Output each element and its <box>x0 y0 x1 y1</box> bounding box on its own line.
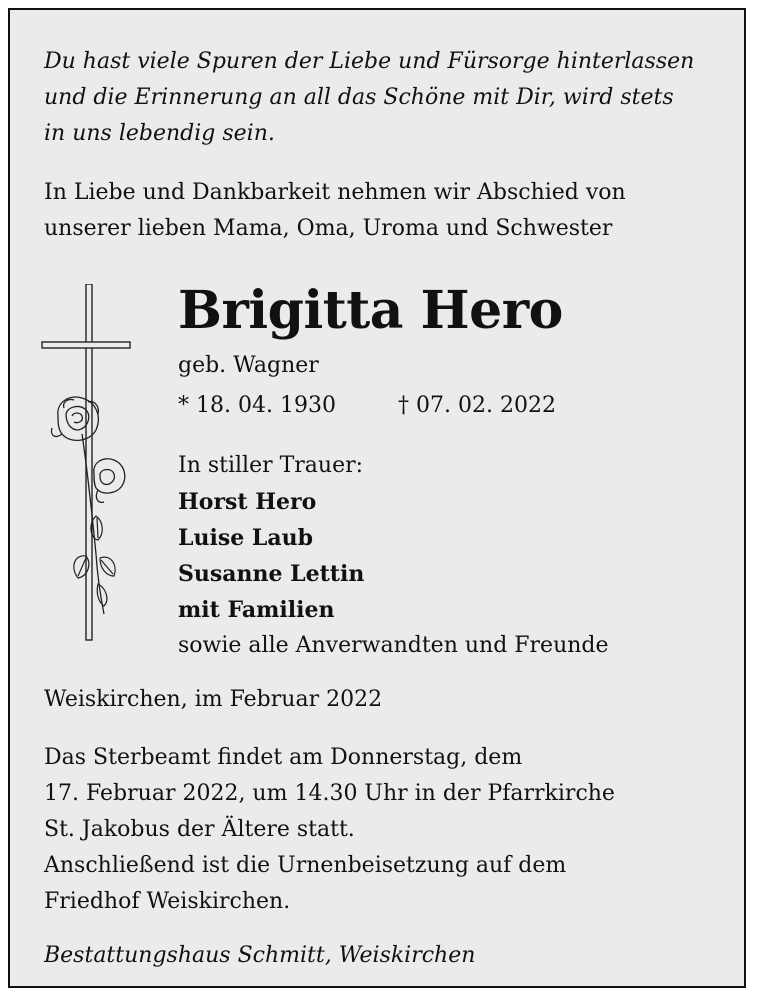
mourner-name: Luise Laub <box>178 525 313 551</box>
mourner-name: Horst Hero <box>178 489 317 515</box>
service-line: St. Jakobus der Ältere statt. <box>44 817 355 842</box>
service-line: Anschließend ist die Urnenbeisetzung auf dem <box>44 853 567 878</box>
deceased-name: Brigitta Hero <box>178 280 563 341</box>
mourner-name: mit Familien <box>178 597 335 623</box>
death-date: † 07. 02. 2022 <box>398 393 556 418</box>
quote-block <box>44 44 694 152</box>
maiden-name: geb. Wagner <box>178 353 319 378</box>
obituary-frame <box>8 8 746 988</box>
intro-line: unserer lieben Mama, Oma, Uroma und Schwester <box>44 216 613 241</box>
place-date: Weiskirchen, im Februar 2022 <box>44 687 383 712</box>
service-block <box>44 740 615 920</box>
birth-date: * 18. 04. 1930 <box>178 393 336 418</box>
quote-line: und die Erinnerung an all das Schöne mit Dir, wird stets <box>44 85 674 110</box>
service-line: Das Sterbeamt findet am Donnerstag, dem <box>44 745 523 770</box>
intro-block <box>44 175 626 247</box>
mourners-closing: sowie alle Anverwandten und Freunde <box>178 633 609 658</box>
quote-line: in uns lebendig sein. <box>44 121 275 146</box>
undertaker: Bestattungshaus Schmitt, Weiskirchen <box>44 943 476 968</box>
service-line: Friedhof Weiskirchen. <box>44 889 291 914</box>
service-line: 17. Februar 2022, um 14.30 Uhr in der Pfarrkirche <box>44 781 615 806</box>
quote-line: Du hast viele Spuren der Liebe und Fürsorge hinterlassen <box>44 49 695 74</box>
mourners-block <box>178 448 609 664</box>
cross-with-roses-icon <box>40 284 140 654</box>
mourners-heading: In stiller Trauer: <box>178 453 364 478</box>
mourner-name: Susanne Lettin <box>178 561 365 587</box>
intro-line: In Liebe und Dankbarkeit nehmen wir Abschied von <box>44 180 626 205</box>
